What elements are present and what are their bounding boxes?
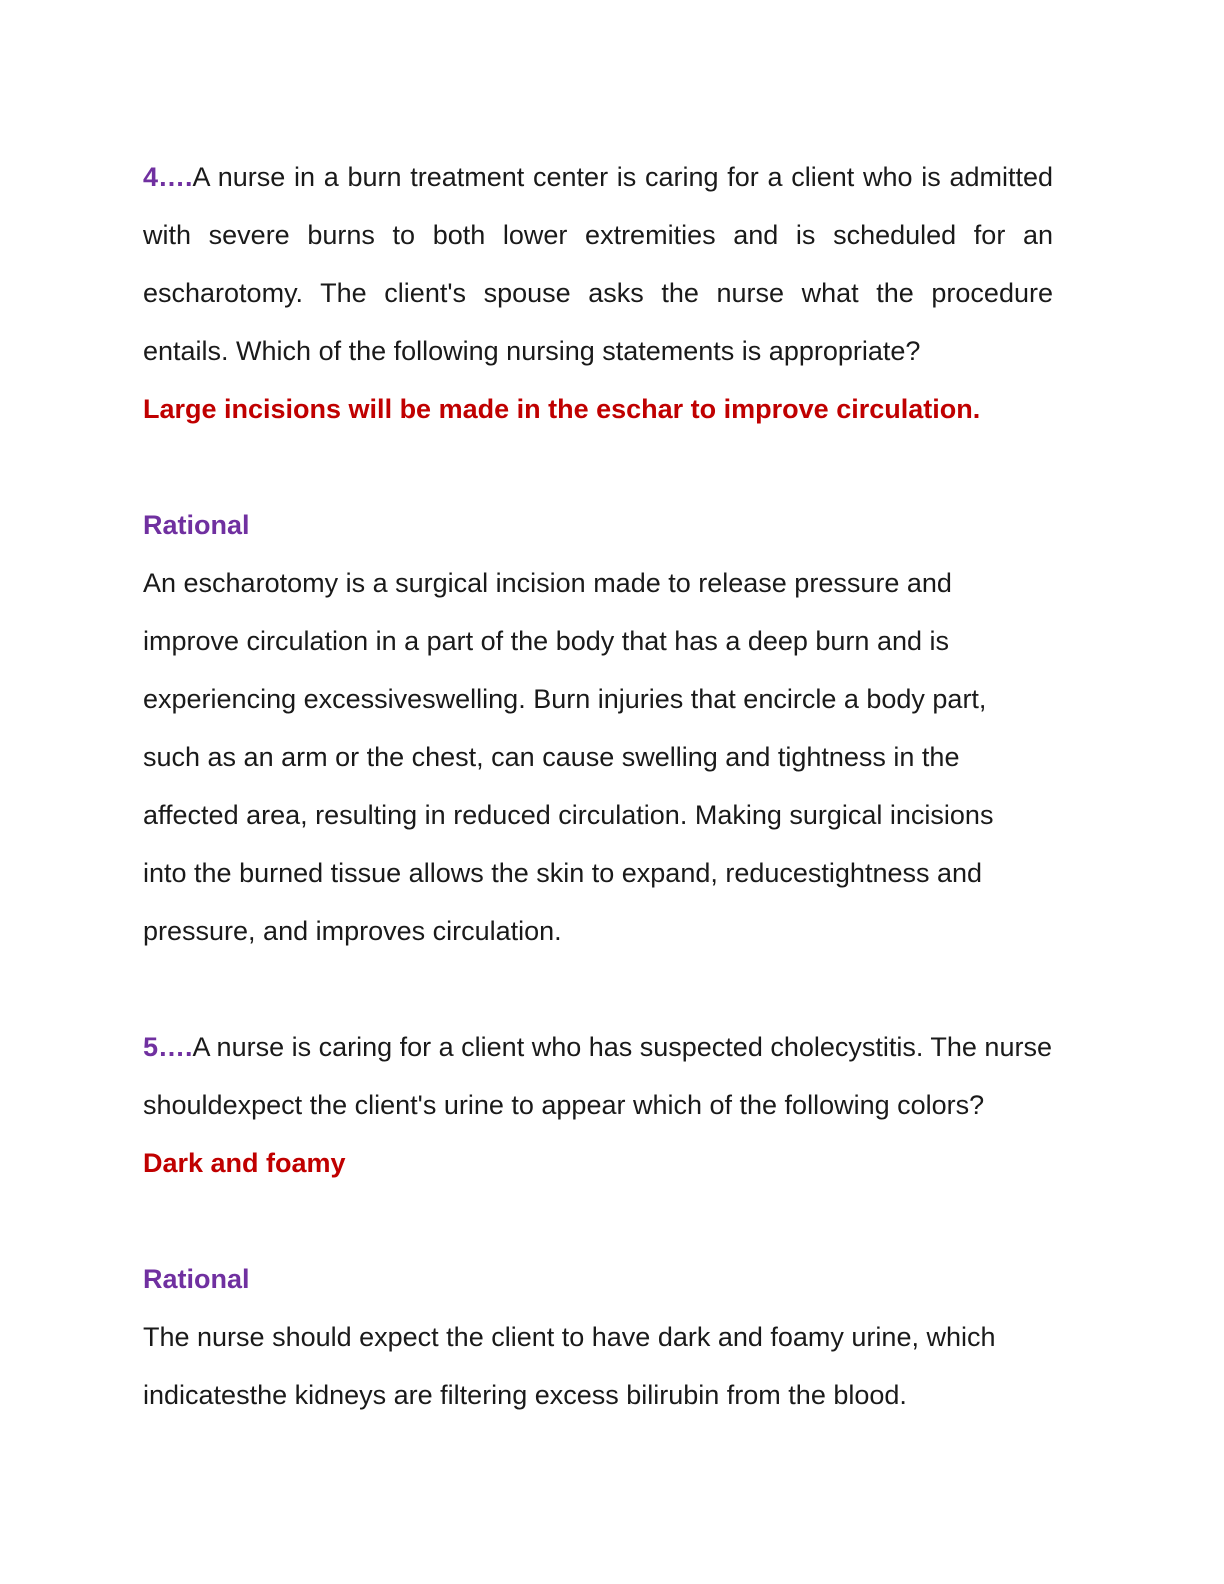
spacer xyxy=(143,960,1053,1018)
rational-body xyxy=(143,1308,1053,1424)
rational-line: experiencing excessiveswelling. Burn injuries that encircle a body part, xyxy=(143,684,987,714)
answer-text: Dark and foamy xyxy=(143,1148,346,1178)
question-body: A nurse in a burn treatment center is caring for a client who is admitted with severe burns to both lower extremities and is scheduled for an escharotomy. The client's spouse asks the nurse what the procedure entails. Which of the following nursing statements is appropriate? xyxy=(143,162,1053,366)
spacer xyxy=(143,1192,1053,1250)
spacer xyxy=(143,438,1053,496)
question-text xyxy=(143,1018,1053,1134)
rational-line: such as an arm or the chest, can cause swelling and tightness in the xyxy=(143,742,960,772)
question-number: 5…. xyxy=(143,1032,193,1062)
rational-heading: Rational xyxy=(143,1264,250,1294)
question-number: 4…. xyxy=(143,162,193,192)
question-body: A nurse is caring for a client who has suspected cholecystitis. The nurse shouldexpect the client's urine to appear which of the following colors? xyxy=(143,1032,1052,1120)
rational-body xyxy=(143,554,1053,960)
question-block-4 xyxy=(143,148,1053,960)
answer-text: Large incisions will be made in the eschar to improve circulation. xyxy=(143,394,981,424)
rational-line: improve circulation in a part of the body that has a deep burn and is xyxy=(143,626,949,656)
rational-line: affected area, resulting in reduced circulation. Making surgical incisions xyxy=(143,800,994,830)
rational-line: into the burned tissue allows the skin to expand, reducestightness and xyxy=(143,858,983,888)
document-page xyxy=(143,148,1053,1424)
rational-line: indicatesthe kidneys are filtering excess bilirubin from the blood. xyxy=(143,1380,907,1410)
rational-line: An escharotomy is a surgical incision made to release pressure and xyxy=(143,568,952,598)
rational-heading: Rational xyxy=(143,510,250,540)
question-text xyxy=(143,148,1053,380)
question-block-5 xyxy=(143,1018,1053,1424)
rational-line: The nurse should expect the client to have dark and foamy urine, which xyxy=(143,1322,996,1352)
rational-line: pressure, and improves circulation. xyxy=(143,916,562,946)
